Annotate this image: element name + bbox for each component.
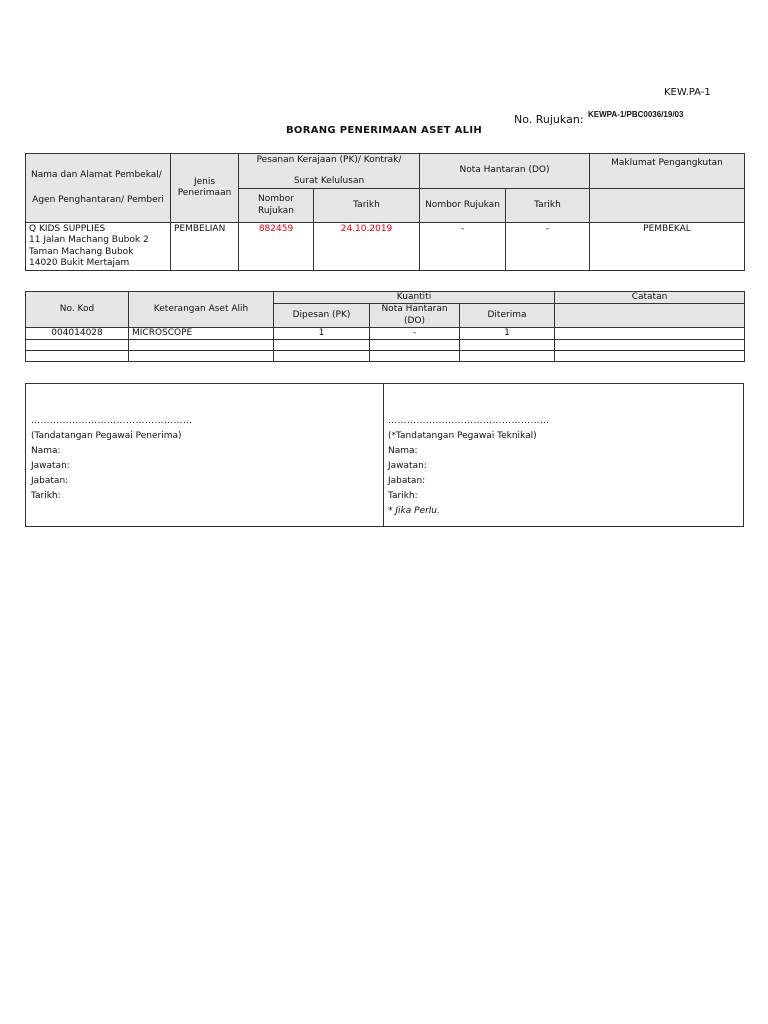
delivery-note-header: Nota Hantaran (DO) xyxy=(370,304,460,328)
code-header: No. Kod xyxy=(26,292,129,328)
signature-line: …………………………………………… xyxy=(31,416,193,426)
technical-officer-signature xyxy=(388,414,550,519)
ordered-header: Dipesan (PK) xyxy=(274,304,370,328)
empty-cell xyxy=(555,351,745,362)
po-group-header xyxy=(239,154,420,189)
receipt-type-value: PEMBELIAN xyxy=(171,223,239,271)
supplier-name: Q KIDS SUPPLIES xyxy=(29,224,106,234)
empty-cell xyxy=(129,351,274,362)
supplier-address-line2: Taman Machang Bubok xyxy=(29,246,134,257)
table-row xyxy=(26,327,745,339)
reference-value: KEWPA-1/PBC0036/19/03 xyxy=(588,110,684,119)
signature-divider xyxy=(383,384,384,526)
receiving-officer-name: Nama: xyxy=(31,446,61,456)
supplier-header xyxy=(26,154,171,223)
po-date-value: 24.10.2019 xyxy=(314,223,420,271)
technical-officer-role: (*Tandatangan Pegawai Teknikal) xyxy=(388,431,537,441)
empty-cell xyxy=(370,340,460,351)
technical-officer-date: Tarikh: xyxy=(388,491,418,501)
receiving-officer-date: Tarikh: xyxy=(31,491,61,501)
receiving-officer-post: Jawatan: xyxy=(31,461,70,471)
supplier-header-line2: Agen Penghantaran/ Pemberi xyxy=(32,195,164,205)
quantity-header: Kuantiti xyxy=(274,292,555,304)
table-row-empty xyxy=(26,351,745,362)
empty-cell xyxy=(555,340,745,351)
do-date-value: - xyxy=(506,223,590,271)
empty-cell xyxy=(26,351,129,362)
receipt-table xyxy=(25,153,745,271)
receiving-officer-department: Jabatan: xyxy=(31,476,69,486)
receiving-officer-role: (Tandatangan Pegawai Penerima) xyxy=(31,431,182,441)
po-ref-header: Nombor Rujukan xyxy=(239,189,314,223)
do-ref-header: Nombor Rujukan xyxy=(420,189,506,223)
supplier-cell xyxy=(26,223,171,271)
empty-cell xyxy=(129,340,274,351)
technical-officer-department: Jabatan: xyxy=(388,476,426,486)
empty-cell xyxy=(274,340,370,351)
po-group-header-line2: Surat Kelulusan xyxy=(293,176,365,186)
notes-subheader xyxy=(555,304,745,328)
empty-cell xyxy=(26,340,129,351)
asset-description: MICROSCOPE xyxy=(129,327,274,339)
receiving-officer-signature xyxy=(31,414,193,504)
po-group-header-line1: Pesanan Kerajaan (PK)/ Kontrak/ xyxy=(256,154,402,165)
description-header: Keterangan Aset Alih xyxy=(129,292,274,328)
reference-label: No. Rujukan: xyxy=(514,113,584,126)
if-needed-note: * Jika Perlu. xyxy=(388,506,440,516)
do-ref-value: - xyxy=(420,223,506,271)
technical-officer-name: Nama: xyxy=(388,446,418,456)
empty-cell xyxy=(460,351,555,362)
technical-officer-post: Jawatan: xyxy=(388,461,427,471)
empty-cell xyxy=(370,351,460,362)
table-row-empty xyxy=(26,340,745,351)
supplier-address-line1: 11 Jalan Machang Bubok 2 xyxy=(29,235,149,246)
asset-notes xyxy=(555,327,745,339)
asset-ordered: 1 xyxy=(274,327,370,339)
do-group-header: Nota Hantaran (DO) xyxy=(420,154,590,189)
form-title: BORANG PENERIMAAN ASET ALIH xyxy=(285,125,483,136)
po-date-header: Tarikh xyxy=(314,189,420,223)
signature-line: …………………………………………… xyxy=(388,416,550,426)
received-header: Diterima xyxy=(460,304,555,328)
asset-delivery-note: - xyxy=(370,327,460,339)
receipt-type-header: Jenis Penerimaan xyxy=(171,154,239,223)
empty-cell xyxy=(460,340,555,351)
transport-header: Maklumat Pengangkutan xyxy=(590,154,745,189)
asset-received: 1 xyxy=(460,327,555,339)
supplier-address-line3: 14020 Bukit Mertajam xyxy=(29,257,130,268)
po-ref-value: 882459 xyxy=(239,223,314,271)
asset-table xyxy=(25,291,745,362)
supplier-header-line1: Nama dan Alamat Pembekal/ xyxy=(31,169,162,180)
transport-value: PEMBEKAL xyxy=(590,223,745,271)
transport-subheader xyxy=(590,189,745,223)
do-date-header: Tarikh xyxy=(506,189,590,223)
notes-header: Catatan xyxy=(555,292,745,304)
signature-box xyxy=(25,383,744,527)
form-code: KEW.PA-1 xyxy=(664,87,711,98)
empty-cell xyxy=(274,351,370,362)
asset-code: 004014028 xyxy=(26,327,129,339)
